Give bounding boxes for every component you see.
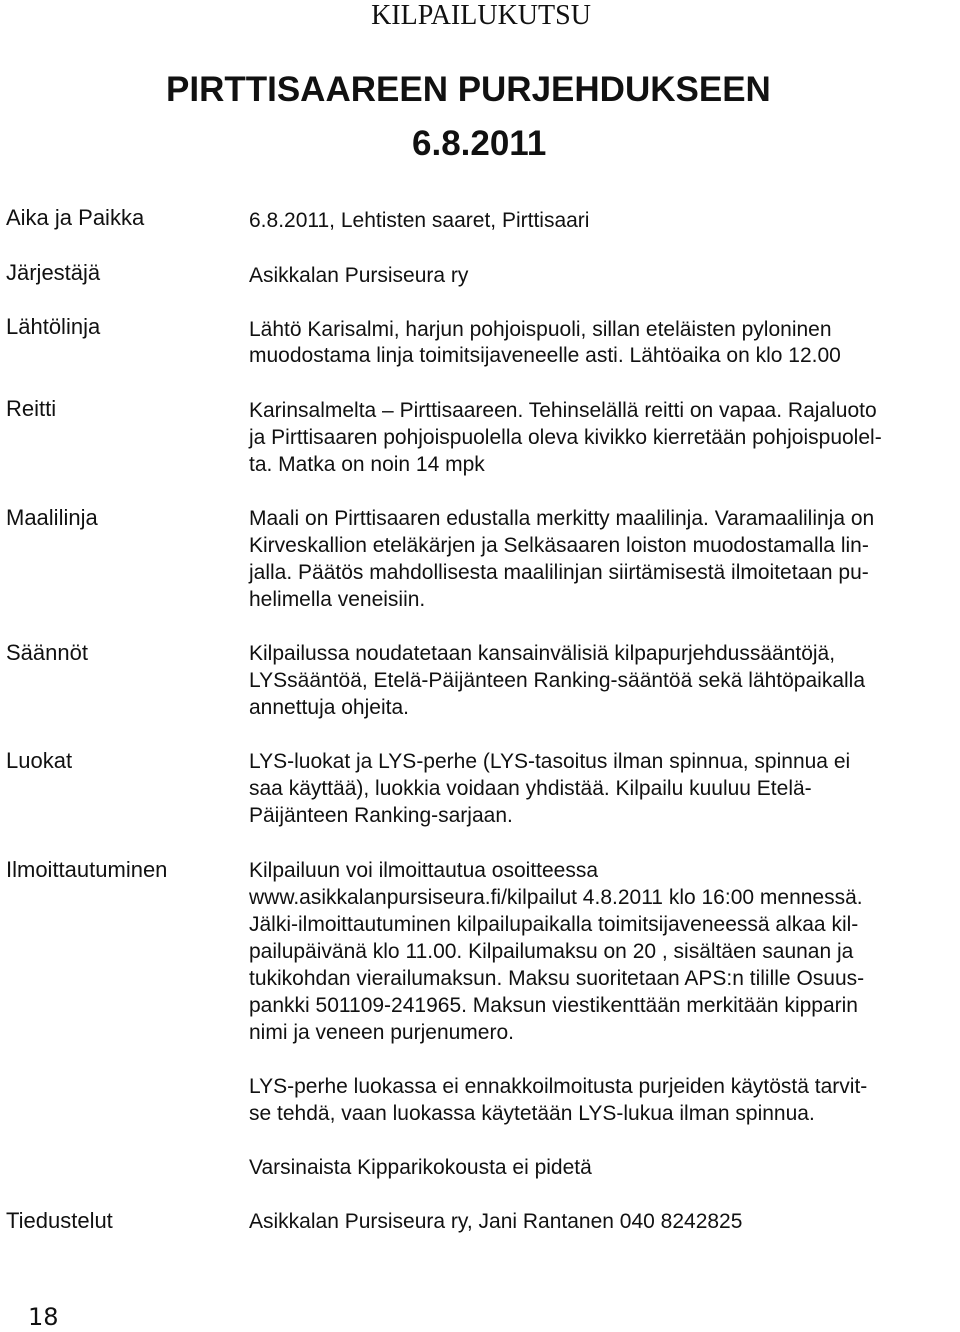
text-maalilinja-line: Kirveskallion eteläkärjen ja Selkäsaaren loiston muodostamalla lin- <box>249 534 869 557</box>
label-tiedustelut: Tiedustelut <box>6 1208 113 1233</box>
text-reitti-line: ta. Matka on noin 14 mpk <box>249 453 485 476</box>
page-number: 18 <box>28 1303 59 1331</box>
text-reitti-line: Karinsalmelta – Pirttisaareen. Tehinselällä reitti on vapaa. Rajaluoto <box>249 399 877 422</box>
label-luokat: Luokat <box>6 748 73 773</box>
event-date: 6.8.2011 <box>412 124 547 163</box>
text-lysperhe-line: se tehdä, vaan luokassa käytetään LYS-lukua ilman spinnua. <box>249 1102 815 1125</box>
text-ilmoittautuminen-line: pankki 501109-241965. Maksun viestikenttään merkitään kipparin <box>249 994 858 1017</box>
label-jarjestaja: Järjestäjä <box>6 260 101 285</box>
label-reitti: Reitti <box>6 396 57 421</box>
text-maalilinja-line: jalla. Päätös mahdollisesta maalilinjan siirtämisestä ilmoitetaan pu- <box>249 561 869 584</box>
document-title: KILPAILUKUTSU <box>371 0 591 31</box>
text-maalilinja-line: helimella veneisiin. <box>249 588 426 611</box>
event-title: PIRTTISAAREEN PURJEHDUKSEEN <box>166 70 771 109</box>
text-saannot-line: LYSsääntöä, Etelä-Päijänteen Ranking-sääntöä sekä lähtöpaikalla <box>249 669 866 692</box>
text-ilmoittautuminen-line: tukikohdan vierailumaksun. Maksu suoritetaan APS:n tilille Osuus- <box>249 967 865 990</box>
text-lahtolinja-line: muodostama linja toimitsijaveneelle asti. Lähtöaika on klo 12.00 <box>249 344 841 367</box>
text-tiedustelut: Asikkalan Pursiseura ry, Jani Rantanen 040 8242825 <box>249 1210 743 1233</box>
text-ilmoittautuminen-line: www.asikkalanpursiseura.fi/kilpailut 4.8.2011 klo 16:00 mennessä. <box>249 886 863 909</box>
text-lahtolinja-line: Lähtö Karisalmi, harjun pohjoispuoli, sillan eteläisten pyloninen <box>249 318 832 341</box>
text-kipparikokous: Varsinaista Kipparikokousta ei pidetä <box>249 1156 592 1179</box>
text-ilmoittautuminen-line: Jälki-ilmoittautuminen kilpailupaikalla toimitsijaveneessä alkaa kil- <box>249 913 859 936</box>
label-saannot: Säännöt <box>6 640 88 665</box>
text-ilmoittautuminen-line: nimi ja veneen purjenumero. <box>249 1021 514 1044</box>
text-aika-ja-paikka: 6.8.2011, Lehtisten saaret, Pirttisaari <box>249 209 590 232</box>
text-luokat-line: Päijänteen Ranking-sarjaan. <box>249 804 513 827</box>
text-lysperhe-line: LYS-perhe luokassa ei ennakkoilmoitusta purjeiden käytöstä tarvit- <box>249 1075 868 1098</box>
label-maalilinja: Maalilinja <box>6 505 98 530</box>
text-saannot-line: Kilpailussa noudatetaan kansainvälisiä kilpapurjehdussääntöjä, <box>249 642 836 665</box>
label-lahtolinja: Lähtölinja <box>6 314 101 339</box>
label-aika-ja-paikka: Aika ja Paikka <box>6 205 145 230</box>
text-ilmoittautuminen-line: pailupäivänä klo 11.00. Kilpailumaksu on 20 , sisältäen saunan ja <box>249 940 854 963</box>
text-luokat-line: LYS-luokat ja LYS-perhe (LYS-tasoitus ilman spinnua, spinnua ei <box>249 750 851 773</box>
text-luokat-line: saa käyttää), luokkia voidaan yhdistää. Kilpailu kuuluu Etelä- <box>249 777 812 800</box>
label-ilmoittautuminen: Ilmoittautuminen <box>6 857 168 882</box>
text-jarjestaja: Asikkalan Pursiseura ry <box>249 264 469 287</box>
text-maalilinja-line: Maali on Pirttisaaren edustalla merkitty maalilinja. Varamaalilinja on <box>249 507 875 530</box>
text-ilmoittautuminen-line: Kilpailuun voi ilmoittautua osoitteessa <box>249 859 599 882</box>
text-saannot-line: annettuja ohjeita. <box>249 696 409 719</box>
text-reitti-line: ja Pirttisaaren pohjoispuolella oleva kivikko kierretään pohjoispuolel- <box>249 426 882 449</box>
